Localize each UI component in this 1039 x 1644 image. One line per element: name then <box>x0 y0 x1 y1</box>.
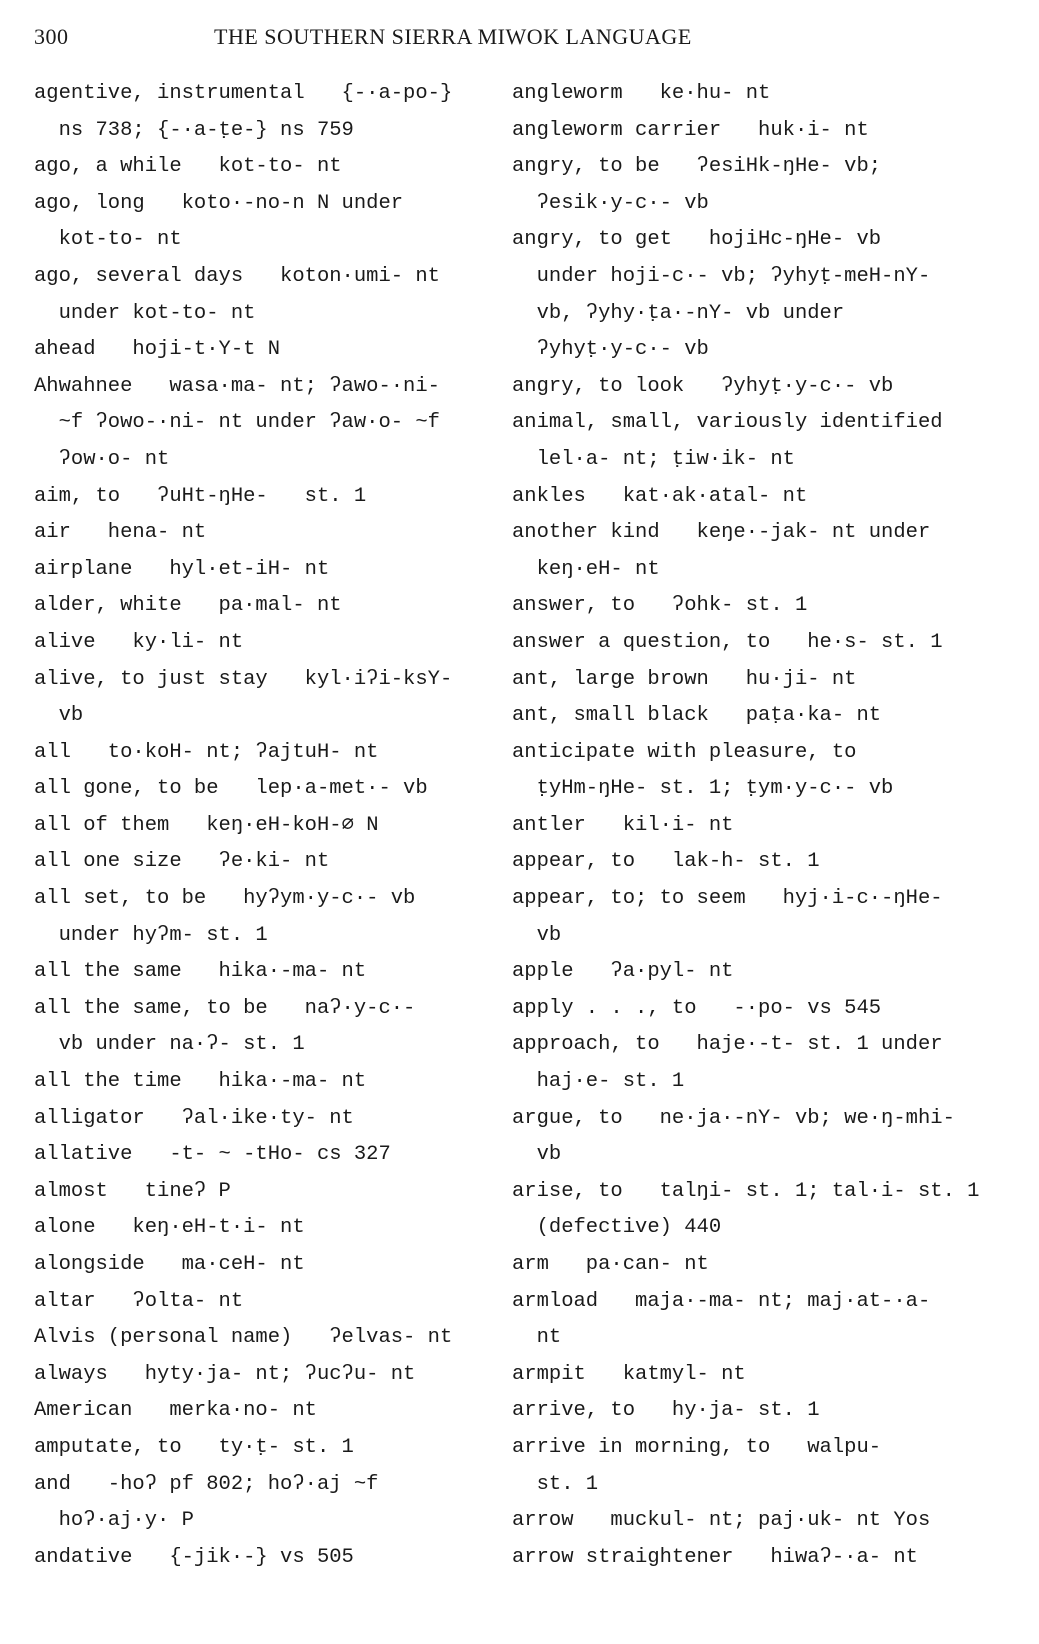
dictionary-line: all of them keŋ·eH-koH-∅ N <box>34 813 379 837</box>
dictionary-line: arrive, to hy·ja- st. 1 <box>512 1399 820 1423</box>
dictionary-line: ʔesik·y-c·- vb <box>512 191 709 215</box>
dictionary-line: argue, to ne·ja·-nY- vb; we·ŋ-mhi- <box>512 1106 955 1130</box>
dictionary-line: altar ʔolta- nt <box>34 1289 244 1313</box>
dictionary-line: approach, to haje·-t- st. 1 under <box>512 1033 943 1057</box>
dictionary-line: vb, ʔyhy·ṭa·-nY- vb under <box>512 301 845 325</box>
dictionary-line: answer, to ʔohk- st. 1 <box>512 594 808 618</box>
dictionary-line: another kind keŋe·-jak- nt under <box>512 521 931 545</box>
dictionary-line: alive ky·li- nt <box>34 630 244 654</box>
dictionary-line: angleworm carrier huk·i- nt <box>512 118 869 142</box>
dictionary-line: vb <box>512 1143 562 1167</box>
dictionary-line: kot-to- nt <box>34 228 182 252</box>
dictionary-line: ankles kat·ak·atal- nt <box>512 484 808 508</box>
dictionary-line: angry, to be ʔesiHk-ŋHe- vb; <box>512 155 882 179</box>
dictionary-line: and -hoʔ pf 802; hoʔ·aj ~f <box>34 1472 379 1496</box>
dictionary-line: Alvis (personal name) ʔelvas- nt <box>34 1326 453 1350</box>
dictionary-line: ago, several days koton·umi- nt <box>34 264 440 288</box>
dictionary-line: arm pa·can- nt <box>512 1253 709 1276</box>
running-title: THE SOUTHERN SIERRA MIWOK LANGUAGE <box>214 24 692 49</box>
dictionary-line: aim, to ʔuHt-ŋHe- st. 1 <box>34 484 367 508</box>
dictionary-line: arrow muckul- nt; paj·uk- nt Yos <box>512 1509 931 1533</box>
dictionary-line: airplane hyl·et-iH- nt <box>34 557 330 581</box>
dictionary-line: ʔyhyṭ·y-c·- vb <box>512 338 709 362</box>
dictionary-line: all set, to be hyʔym·y-c·- vb <box>34 887 416 911</box>
dictionary-line: arrive in morning, to walpu- <box>512 1435 882 1459</box>
dictionary-line: apple ʔa·pyl- nt <box>512 960 734 984</box>
dictionary-line: vb under na·ʔ- st. 1 <box>34 1033 305 1057</box>
dictionary-line: alone keŋ·eH-t·i- nt <box>34 1216 305 1240</box>
dictionary-line: alongside ma·ceH- nt <box>34 1253 305 1276</box>
dictionary-line: angry, to look ʔyhyṭ·y-c·- vb <box>512 374 894 398</box>
dictionary-line: (defective) 440 <box>512 1216 722 1240</box>
dictionary-line: all the same, to be naʔ·y-c·- <box>34 996 416 1020</box>
dictionary-line: andative {-jik·-} vs 505 <box>34 1545 354 1569</box>
page-header <box>34 24 1004 54</box>
dictionary-line: ʔow·o- nt <box>34 447 170 471</box>
dictionary-line: all to·koH- nt; ʔajtuH- nt <box>34 740 379 764</box>
dictionary-line: armpit katmyl- nt <box>512 1362 746 1386</box>
dictionary-line: appear, to lak-h- st. 1 <box>512 850 820 874</box>
dictionary-line: air hena- nt <box>34 521 207 545</box>
dictionary-line: alive, to just stay kyl·iʔi-ksY- <box>34 667 453 691</box>
dictionary-line: agentive, instrumental {-·a-po-} <box>34 82 453 105</box>
dictionary-line: arise, to talŋi- st. 1; tal·i- st. 1 <box>512 1179 980 1203</box>
dictionary-line: anticipate with pleasure, to <box>512 740 857 764</box>
dictionary-line: almost tineʔ P <box>34 1179 231 1203</box>
dictionary-line: alligator ʔal·ike·ty- nt <box>34 1106 354 1130</box>
dictionary-line: always hyty·ja- nt; ʔucʔu- nt <box>34 1362 416 1386</box>
dictionary-line: all the same hika·-ma- nt <box>34 960 367 984</box>
dictionary-line: ṭyHm-ŋHe- st. 1; ṭym·y-c·- vb <box>512 777 894 801</box>
dictionary-line: animal, small, variously identified <box>512 411 943 435</box>
dictionary-line: ns 738; {-·a-ṭe-} ns 759 <box>34 118 354 142</box>
dictionary-line: all one size ʔe·ki- nt <box>34 850 330 874</box>
dictionary-line: under kot-to- nt <box>34 301 256 325</box>
dictionary-line: all the time hika·-ma- nt <box>34 1070 367 1094</box>
dictionary-line: st. 1 <box>512 1472 599 1496</box>
dictionary-line: angleworm ke·hu- nt <box>512 82 771 105</box>
dictionary-line: keŋ·eH- nt <box>512 557 660 581</box>
dictionary-line: hoʔ·aj·y· P <box>34 1509 194 1533</box>
dictionary-line: ant, small black paṭa·ka- nt <box>512 704 882 728</box>
dictionary-line: lel·a- nt; ṭiw·ik- nt <box>512 447 795 471</box>
left-column <box>34 76 504 1576</box>
dictionary-line: nt <box>512 1326 562 1350</box>
page-number: 300 <box>34 24 69 49</box>
dictionary-line: all gone, to be lep·a-met·- vb <box>34 777 428 801</box>
dictionary-line: Ahwahnee wasa·ma- nt; ʔawo-·ni- <box>34 374 440 398</box>
dictionary-line: ~f ʔowo-·ni- nt under ʔaw·o- ~f <box>34 411 440 435</box>
dictionary-line: apply . . ., to -·po- vs 545 <box>512 996 882 1020</box>
dictionary-line: arrow straightener hiwaʔ-·a- nt <box>512 1545 918 1569</box>
right-column <box>512 76 982 1576</box>
dictionary-line: vb <box>34 704 84 728</box>
dictionary-line: amputate, to ty·ṭ- st. 1 <box>34 1435 354 1459</box>
dictionary-line: antler kil·i- nt <box>512 813 734 837</box>
dictionary-line: vb <box>512 923 562 947</box>
dictionary-line: haj·e- st. 1 <box>512 1070 685 1094</box>
dictionary-line: ago, a while kot-to- nt <box>34 155 342 179</box>
dictionary-line: American merka·no- nt <box>34 1399 317 1423</box>
dictionary-line: ant, large brown hu·ji- nt <box>512 667 857 691</box>
dictionary-line: ahead hoji-t·Y-t N <box>34 338 281 362</box>
dictionary-line: under hoji-c·- vb; ʔyhyṭ-meH-nY- <box>512 264 931 288</box>
dictionary-line: alder, white pa·mal- nt <box>34 594 342 618</box>
dictionary-line: answer a question, to he·s- st. 1 <box>512 630 943 654</box>
dictionary-line: angry, to get hojiHc-ŋHe- vb <box>512 228 882 252</box>
dictionary-line: armload maja·-ma- nt; maj·at-·a- <box>512 1289 931 1313</box>
dictionary-line: ago, long koto·-no-n N under <box>34 191 404 215</box>
dictionary-line: under hyʔm- st. 1 <box>34 923 268 947</box>
dictionary-line: appear, to; to seem hyj·i-c·-ŋHe- <box>512 887 943 911</box>
dictionary-line: allative -t- ~ -tHo- cs 327 <box>34 1143 391 1167</box>
